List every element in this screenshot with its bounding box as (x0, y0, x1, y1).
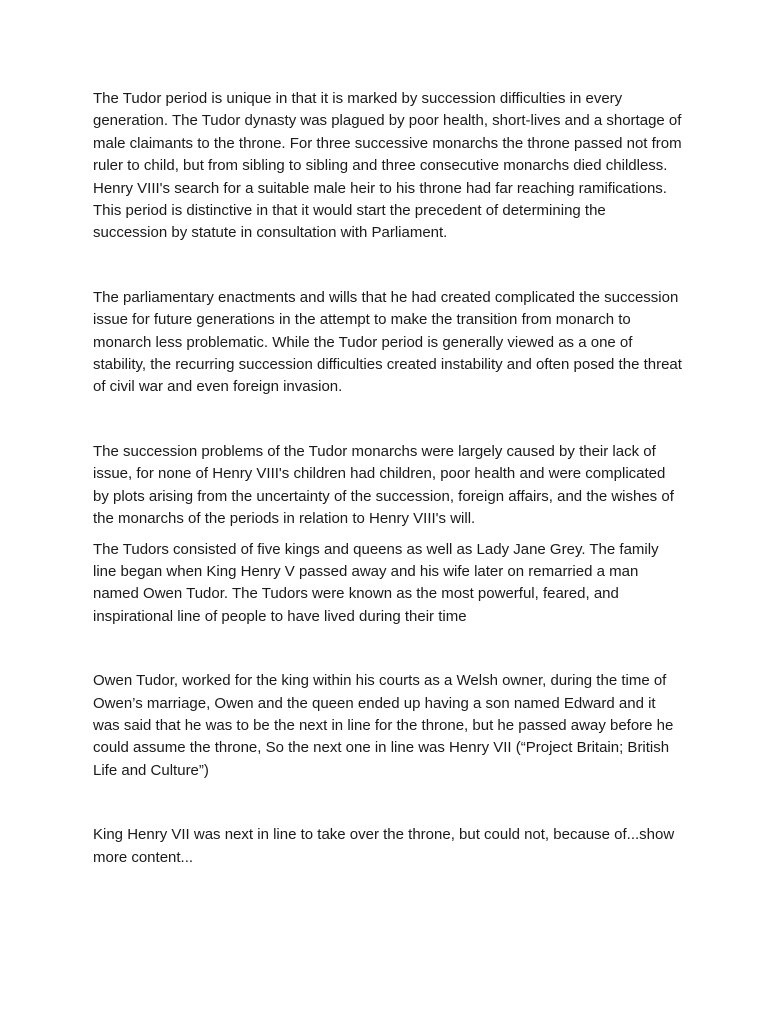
show-more-link[interactable]: show more content... (93, 826, 675, 866)
document-body (93, 88, 683, 869)
paragraph-1: The Tudor period is unique in that it is marked by succession difficulties in every generation. The Tudor dynasty was plagued by poor health, short-lives and a shortage of male claimants to the throne. For three successive monarchs the throne passed not from ruler to child, but from sibling to sibling and three consecutive monarchs died childless. Henry VIII's search for a suitable male heir to his throne had far reaching ramifications. This period is distinctive in that it would start the precedent of determining the succession by statute in consultation with Parliament. (93, 90, 682, 242)
paragraph-5: Owen Tudor, worked for the king within his courts as a Welsh owner, during the time of Owen’s marriage, Owen and the queen ended up having a son named Edward and it was said that he was to be the next in line for the throne, but he passed away before he could assume the throne, So the next one in line was Henry VII (“Project Britain; British Life and Culture”) (93, 672, 674, 779)
paragraph-2: The parliamentary enactments and wills that he had created complicated the succession issue for future generations in the attempt to make the transition from monarch to monarch less problematic. While the Tudor period is generally viewed as a one of stability, the recurring succession difficulties created instability and often posed the threat of civil war and even foreign invasion. (93, 288, 682, 396)
paragraph-6-text: King Henry VII was next in line to take over the throne, but could not, because of... (93, 826, 640, 844)
paragraph-4: The Tudors consisted of five kings and queens as well as Lady Jane Grey. The family line began when King Henry V passed away and his wife later on remarried a man named Owen Tudor. The Tudors were known as the most powerful, feared, and inspirational line of people to have lived during their time (93, 540, 659, 625)
paragraph-3: The succession problems of the Tudor monarchs were largely caused by their lack of issue, for none of Henry VIII's children had children, poor health and were complicated by plots arising from the uncertainty of the succession, foreign affairs, and the wishes of the monarchs of the periods in relation to Henry VIII's will. (93, 442, 674, 528)
paragraph-6 (93, 824, 683, 869)
